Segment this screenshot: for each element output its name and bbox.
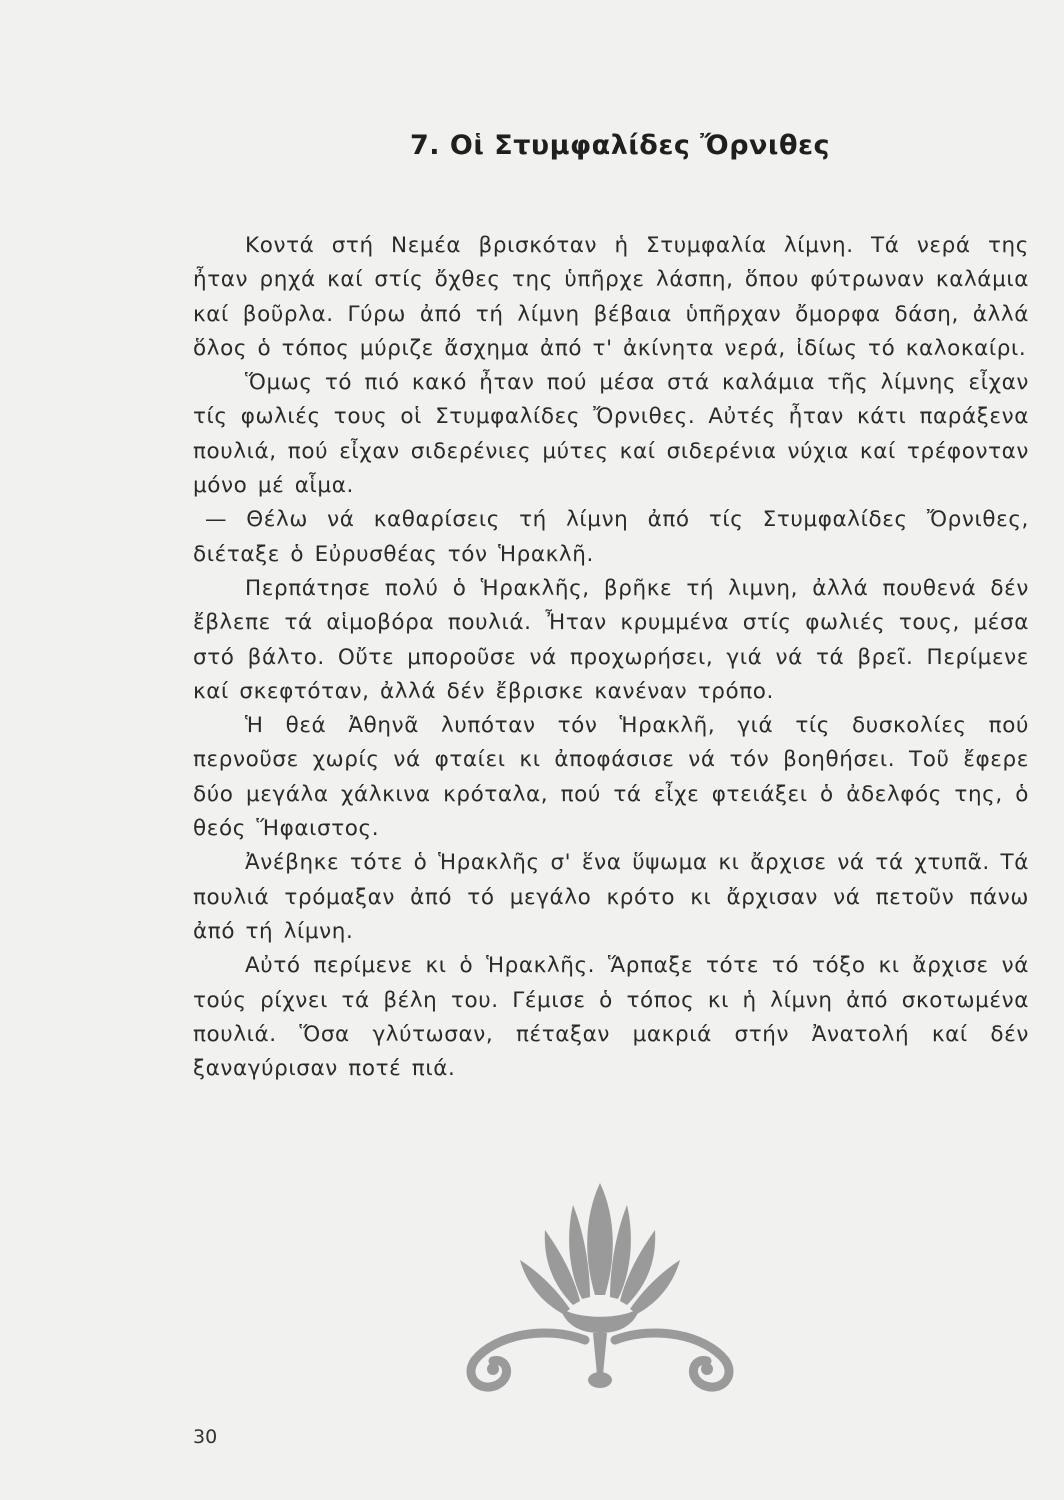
palmette-ornament-icon	[435, 1175, 765, 1400]
paragraph-3-dialogue: — Θέλω νά καθαρίσεις τή λίμνη ἀπό τίς Στυμφαλίδες Ὄρνιθες, διέταξε ὁ Εὐρυσθέας τόν Ἡρακλῆ.	[193, 507, 1029, 567]
chapter-title: 7. Οἱ Στυμφαλίδες Ὄρνιθες	[409, 130, 831, 161]
paragraph-1: Κοντά στή Νεμέα βρισκόταν ἡ Στυμφαλία λίμνη. Τά νερά της ἦταν ρηχά καί στίς ὄχθες της ὑπῆρχε λάσπη, ὅπου φύτρωναν καλάμια καί βοῦρλα. Γύρω ἀπό τή λίμνη βέβαια ὑπῆρχαν ὄμορφα δάση, ἀλλά ὅλος ὁ τόπος μύριζε ἄσχημα ἀπό τ' ἀκίνητα νερά, ἰδίως τό καλοκαίρι.	[193, 233, 1029, 361]
chapter-body	[193, 229, 1029, 1086]
paragraph-5: Ἡ θεά Ἀθηνᾶ λυπόταν τόν Ἡρακλῆ, γιά τίς δυσκολίες πού περνοῦσε χωρίς νά φταίει κι ἀποφάσισε νά τόν βοηθήσει. Τοῦ ἔφερε δύο μεγάλα χάλκινα κρόταλα, πού τά εἶχε φτειάξει ὁ ἀδελφός της, ὁ θεός Ἥφαιστος.	[193, 713, 1029, 842]
paragraph-6: Ἀνέβηκε τότε ὁ Ἡρακλῆς σ' ἕνα ὕψωμα κι ἄρχισε νά τά χτυπᾶ. Τά πουλιά τρόμαξαν ἀπό τό μεγάλο κρότο κι ἄρχισαν νά πετοῦν πάνω ἀπό τή λίμνη.	[193, 850, 1029, 944]
page-number: 30	[193, 1426, 218, 1448]
paragraph-7: Αὐτό περίμενε κι ὁ Ἡρακλῆς. Ἅρπαξε τότε τό τόξο κι ἄρχισε νά τούς ρίχνει τά βέλη του. Γέμισε ὁ τόπος κι ἡ λίμνη ἀπό σκοτωμένα πουλιά. Ὅσα γλύτωσαν, πέταξαν μακριά στήν Ἀνατολή καί δέν ξαναγύρισαν ποτέ πιά.	[193, 953, 1029, 1082]
paragraph-4: Περπάτησε πολύ ὁ Ἡρακλῆς, βρῆκε τή λιμνη, ἀλλά πουθενά δέν ἔβλεπε τά αἱμοβόρα πουλιά. Ἦταν κρυμμένα στίς φωλιές τους, μέσα στό βάλτο. Οὔτε μποροῦσε νά προχωρήσει, γιά νά τά βρεῖ. Περίμενε καί σκεφτόταν, ἀλλά δέν ἔβρισκε κανέναν τρόπο.	[193, 575, 1029, 704]
paragraph-2: Ὅμως τό πιό κακό ἦταν πού μέσα στά καλάμια τῆς λίμνης εἶχαν τίς φωλιές τους οἱ Στυμφαλίδες Ὄρνιθες. Αὐτές ἦταν κάτι παράξενα πουλιά, πού εἶχαν σιδερένιες μύτες καί σιδερένια νύχια καί τρέφονταν μόνο μέ αἷμα.	[193, 370, 1029, 499]
